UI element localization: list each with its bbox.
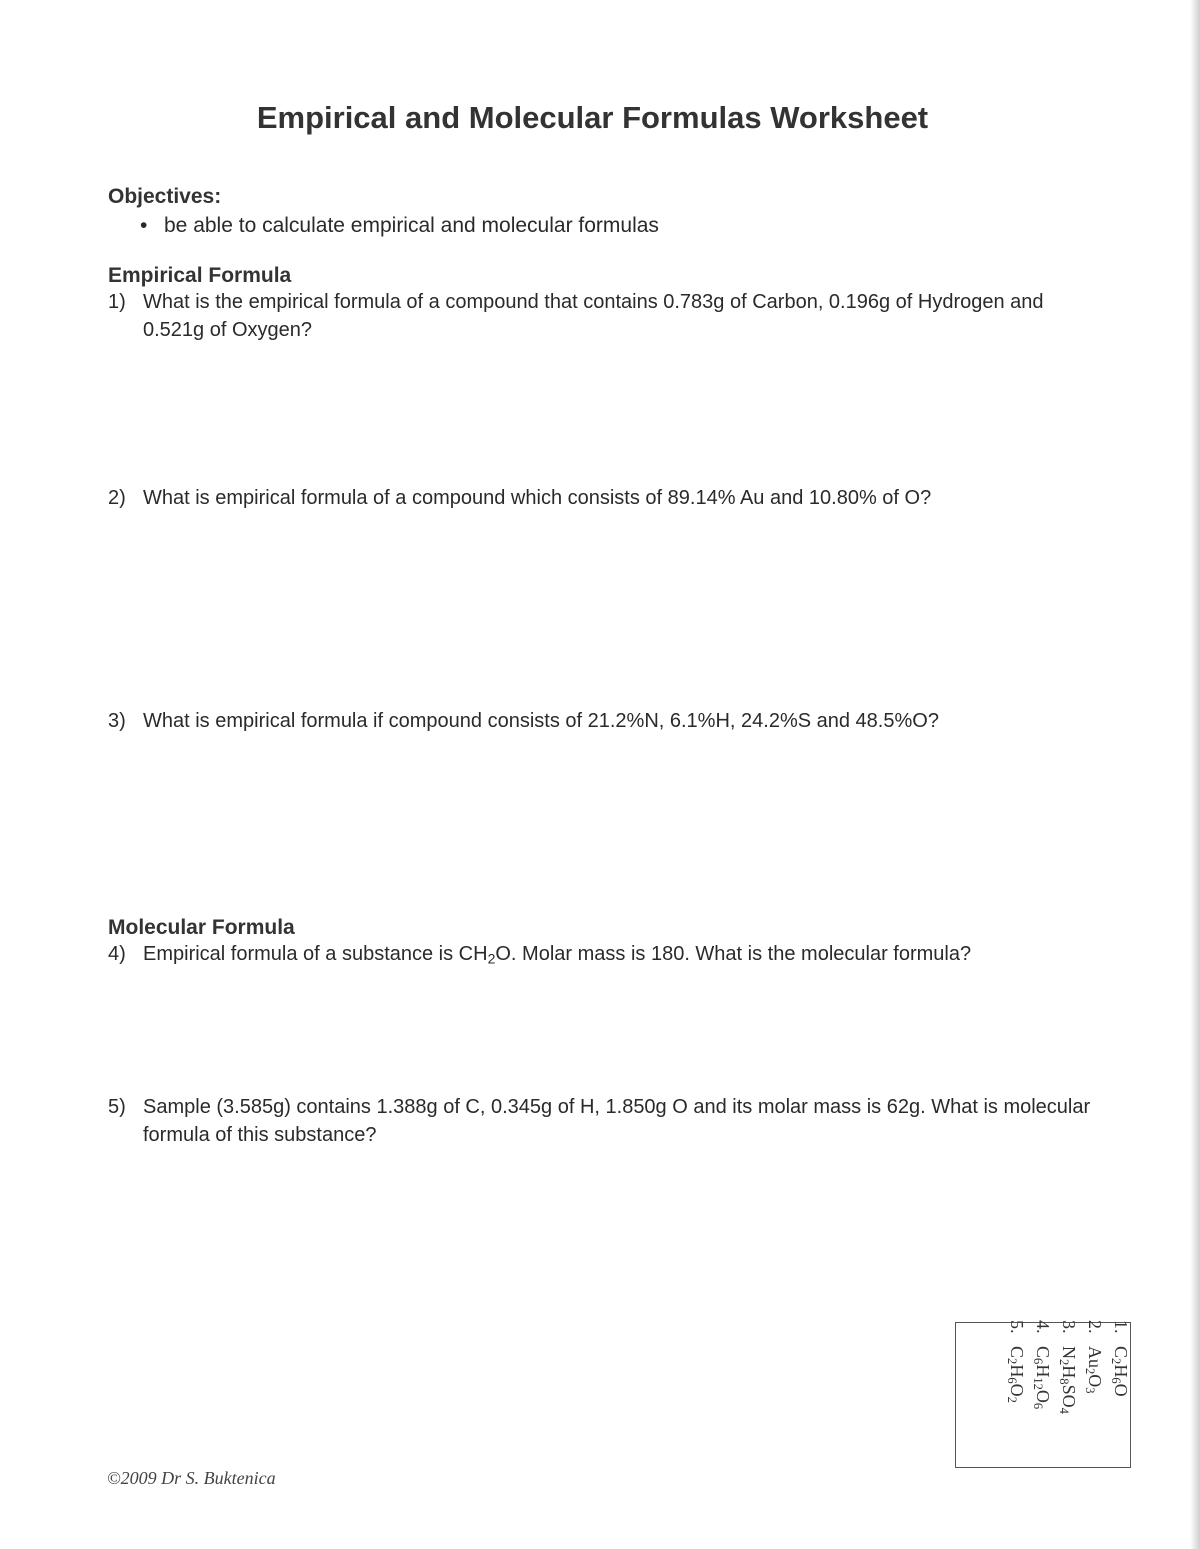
question-text: Empirical formula of a substance is $CH_2O$. Molar mass is 180. What is the molecular formula? [143,943,972,967]
objective-text: be able to calculate empirical and molecular formulas [164,214,659,237]
question-number: 5) [108,1096,126,1118]
molecular-formula-heading: Molecular Formula [108,916,295,939]
objectives-heading: Objectives: [108,185,222,208]
answer-item: $2.Au_2O_3$ [1082,1320,1105,1394]
objective-item [140,214,659,238]
answer-item: $3.N_2H_8SO_4$ [1056,1320,1079,1414]
question-5 [108,1093,1093,1149]
answer-key-list [1002,1320,1136,1462]
question-3 [108,707,1093,735]
question-1 [108,288,1093,344]
question-number: 2) [108,487,126,509]
empirical-formula-heading: Empirical Formula [108,264,292,287]
question-text: What is empirical formula of a compound which consists of 89.14% Au and 10.80% of O? [143,487,932,509]
question-text: What is empirical formula if compound consists of 21.2%N, 6.1%H, 24.2%S and 48.5%O? [143,710,939,732]
bullet-icon: • [140,214,148,237]
question-4 [108,940,1093,968]
answer-item: $4.C_6H_{12}O_6$ [1030,1320,1053,1410]
question-text: Sample (3.585g) contains 1.388g of C, 0.345g of H, 1.850g O and its molar mass is 62g. What is molecular formula of this substance? [143,1096,1091,1146]
question-number: 4) [108,943,126,965]
question-number: 1) [108,291,126,313]
question-number: 3) [108,710,126,732]
page-title: Empirical and Molecular Formulas Worksheet [256,100,929,135]
answer-item: $1.C_2H_6O$ [1108,1320,1131,1397]
question-text: What is the empirical formula of a compound that contains 0.783g of Carbon, 0.196g of Hydrogen and 0.521g of Oxygen? [143,291,1044,341]
scan-shadow-edge [1190,0,1200,1549]
question-2 [108,484,1093,512]
answer-item: $5.C_2H_6O_2$ [1004,1320,1027,1403]
copyright-footer: ©2009 Dr S. Buktenica [107,1468,276,1488]
